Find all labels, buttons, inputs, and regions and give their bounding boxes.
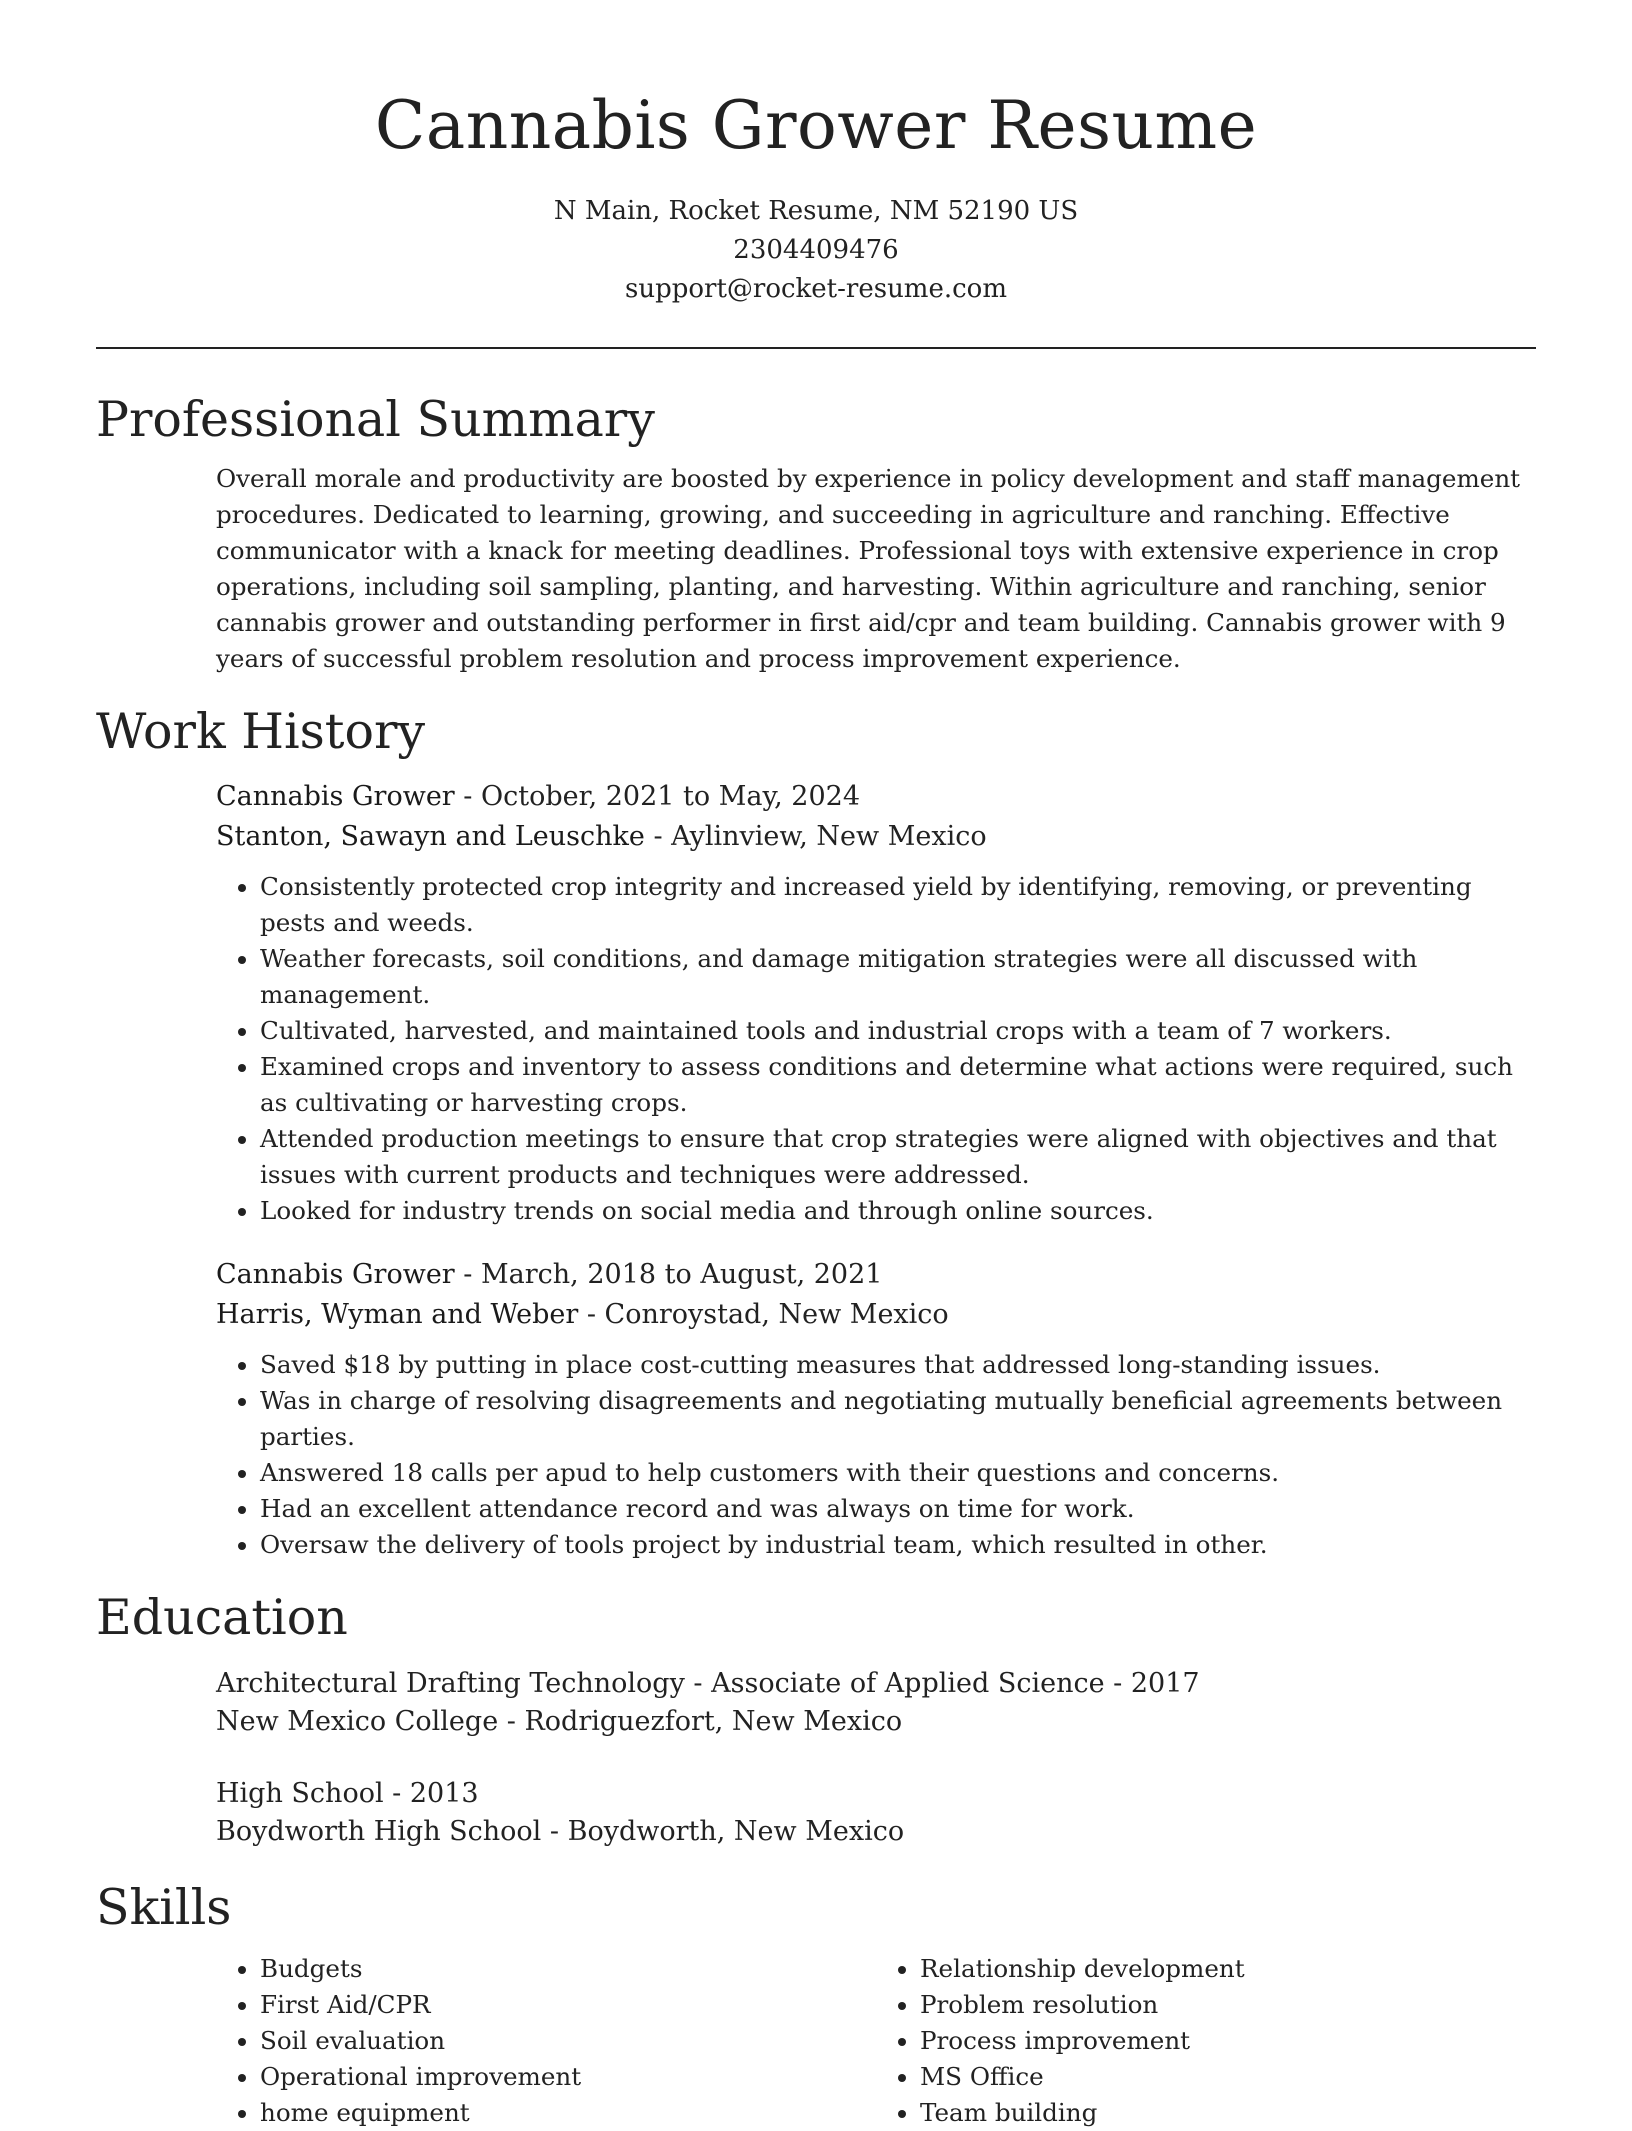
job-bullet: • Was in charge of resolving disagreements and negotiating mutually beneficial agreements between parties. <box>260 1383 1536 1455</box>
education-year: - 2013 <box>383 1778 479 1809</box>
skill-item: • Process improvement <box>920 2023 1536 2059</box>
section-title-skills: Skills <box>96 1879 232 1936</box>
job-bullet: • Had an excellent attendance record and was always on time for work. <box>260 1491 1536 1527</box>
job-bullet: • Weather forecasts, soil conditions, and damage mitigation strategies were all discussed with management. <box>260 941 1536 1013</box>
job-entry <box>216 1255 1536 1563</box>
skills-grid <box>216 1951 1536 2131</box>
education-degree-line <box>216 1775 1536 1813</box>
section-title-education: Education <box>96 1589 348 1646</box>
resume-header <box>96 0 1536 309</box>
job-bullet: • Oversaw the delivery of tools project by industrial team, which resulted in other. <box>260 1527 1536 1563</box>
work-history-section <box>216 777 1536 1563</box>
education-year: - 2017 <box>1104 1668 1200 1699</box>
section-title-summary: Professional Summary <box>96 391 655 448</box>
education-location: - Boydworth, New Mexico <box>541 1816 905 1847</box>
resume-page <box>96 0 1536 2131</box>
job-company: Stanton, Sawayn and Leuschke <box>216 821 645 852</box>
job-bullets <box>216 869 1536 1229</box>
education-degree: Architectural Drafting Technology - Associate of Applied Science <box>216 1668 1105 1699</box>
job-company: Harris, Wyman and Weber <box>216 1299 579 1330</box>
education-school-line <box>216 1703 1536 1741</box>
job-bullet: • Answered 18 calls per apud to help customers with their questions and concerns. <box>260 1455 1536 1491</box>
skills-section <box>216 1951 1536 2131</box>
job-bullets <box>216 1347 1536 1563</box>
summary-section <box>216 461 1536 677</box>
contact-phone: 2304409476 <box>733 235 899 265</box>
skills-column-left <box>216 1951 876 2131</box>
skill-item: • Problem resolution <box>920 1987 1536 2023</box>
job-bullet: • Cultivated, harvested, and maintained tools and industrial crops with a team of 7 workers. <box>260 1013 1536 1049</box>
header-divider <box>96 347 1536 349</box>
skill-item: • Team building <box>920 2095 1536 2131</box>
job-role: Cannabis Grower <box>216 1259 455 1290</box>
job-role: Cannabis Grower <box>216 781 455 812</box>
job-bullet: • Attended production meetings to ensure that crop strategies were aligned with objectives and that issues with current products and techniques were addressed. <box>260 1121 1536 1193</box>
job-company-line <box>216 1295 1536 1335</box>
job-bullet: • Saved $18 by putting in place cost-cutting measures that addressed long-standing issues. <box>260 1347 1536 1383</box>
skill-item: • Operational improvement <box>260 2059 876 2095</box>
job-entry <box>216 777 1536 1229</box>
education-school-line <box>216 1813 1536 1851</box>
job-company-line <box>216 817 1536 857</box>
skill-item: • Soil evaluation <box>260 2023 876 2059</box>
section-title-work-history: Work History <box>96 703 426 760</box>
education-entry <box>216 1775 1536 1851</box>
contact-block <box>96 192 1536 309</box>
resume-title: Cannabis Grower Resume <box>374 87 1258 164</box>
skill-item: • First Aid/CPR <box>260 1987 876 2023</box>
education-school: Boydworth High School <box>216 1816 542 1847</box>
job-location: - Aylinview, New Mexico <box>644 821 987 852</box>
job-location: - Conroystad, New Mexico <box>578 1299 949 1330</box>
job-dates: - March, 2018 to August, 2021 <box>454 1259 883 1290</box>
education-degree-line <box>216 1665 1536 1703</box>
skill-item: • MS Office <box>920 2059 1536 2095</box>
summary-text: Overall morale and productivity are boosted by experience in policy development and staff management procedures. Dedicated to learning, growing, and succeeding in agriculture and ranching. Effective communicator with a knack for meeting deadlines. Professional toys with extensive experience in crop operations, including soil sampling, planting, and harvesting. Within agriculture and ranching, senior cannabis grower and outstanding performer in first aid/cpr and team building. Cannabis grower with 9 years of successful problem resolution and process improvement experience. <box>216 464 1521 673</box>
education-section <box>216 1665 1536 1851</box>
job-bullet: • Looked for industry trends on social media and through online sources. <box>260 1193 1536 1229</box>
contact-address: N Main, Rocket Resume, NM 52190 US <box>553 196 1079 226</box>
skill-item: • home equipment <box>260 2095 876 2131</box>
job-dates: - October, 2021 to May, 2024 <box>454 781 861 812</box>
job-role-line <box>216 777 1536 817</box>
skills-column-right <box>876 1951 1536 2131</box>
job-bullet: • Examined crops and inventory to assess conditions and determine what actions were required, such as cultivating or harvesting crops. <box>260 1049 1536 1121</box>
education-school: New Mexico College <box>216 1706 499 1737</box>
contact-email: support@rocket-resume.com <box>624 274 1007 304</box>
education-degree: High School <box>216 1778 384 1809</box>
job-role-line <box>216 1255 1536 1295</box>
education-entry <box>216 1665 1536 1741</box>
education-location: - Rodriguezfort, New Mexico <box>498 1706 903 1737</box>
skill-item: • Relationship development <box>920 1951 1536 1987</box>
skill-item: • Budgets <box>260 1951 876 1987</box>
job-bullet: • Consistently protected crop integrity and increased yield by identifying, removing, or preventing pests and weeds. <box>260 869 1536 941</box>
